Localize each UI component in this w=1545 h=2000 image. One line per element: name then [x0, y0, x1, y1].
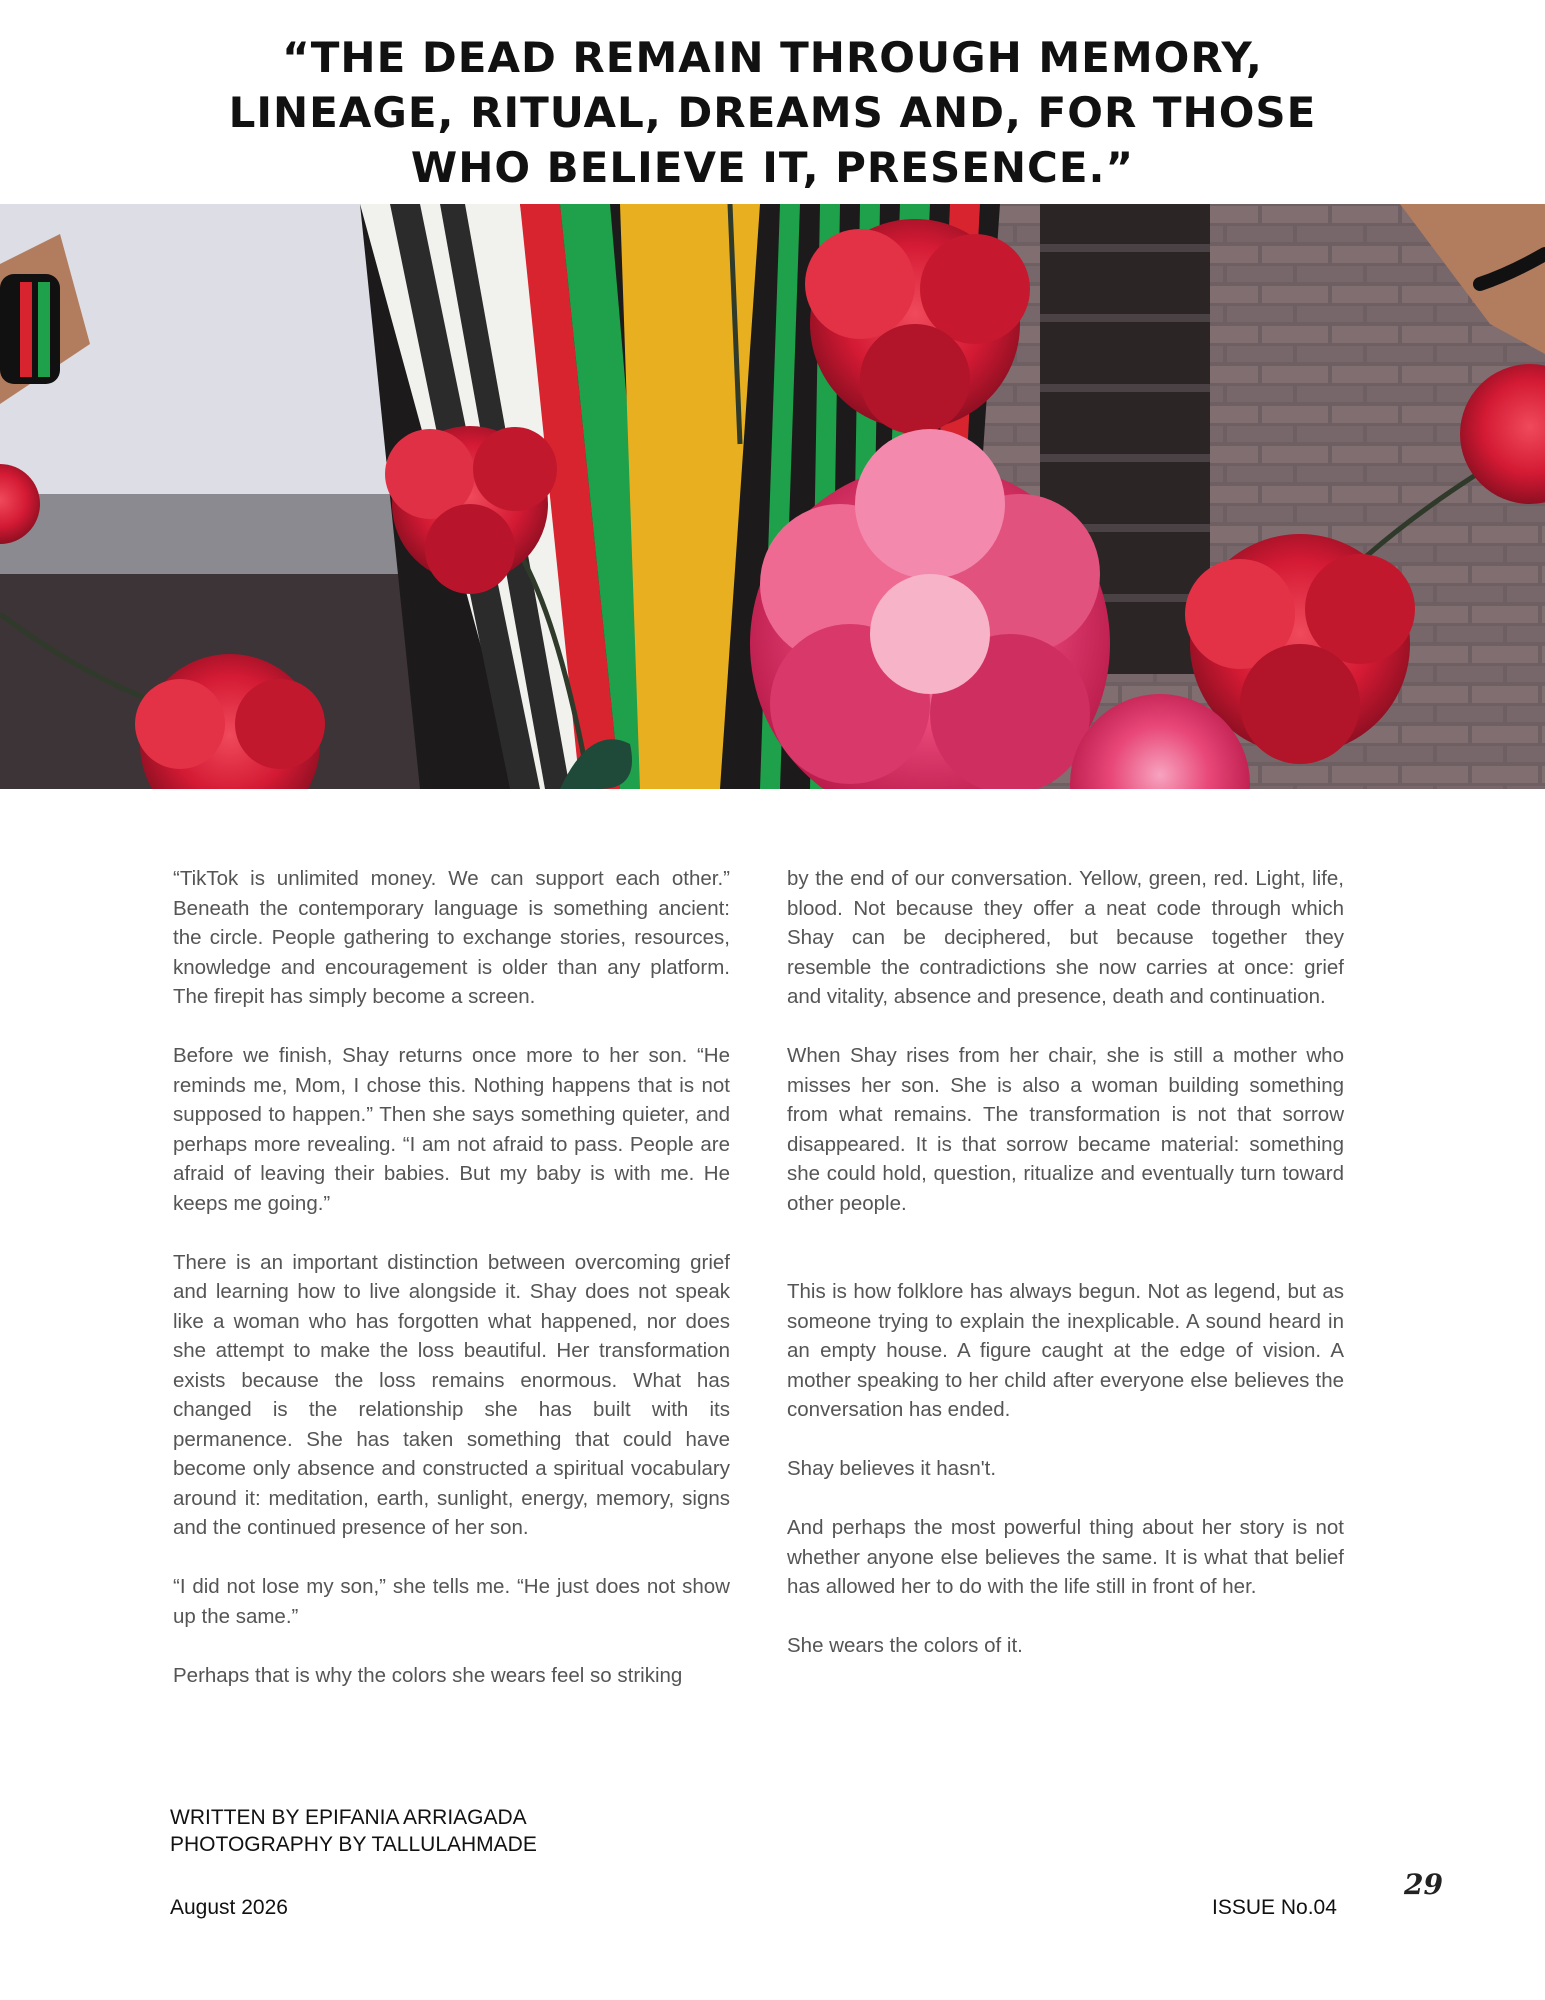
paragraph: “I did not lose my son,” she tells me. “He just does not show up the same.” — [173, 1575, 730, 1628]
photographer-credit: PHOTOGRAPHY BY TALLULAHMADE — [170, 1833, 537, 1856]
article-column-right — [787, 864, 1344, 1690]
paragraph: There is an important distinction between overcoming grief and learning how to live alongside it. Shay does not speak like a woman who has forgotten what happened, nor does she attempt to make the loss beautiful. Her transformation exists because the loss remains enormous. What has changed is the relationship she has built with its permanence. She has taken something that could have become only absence and constructed a spiritual vocabulary around it: meditation, earth, sunlight, energy, memory, signs and the continued presence of her son. — [173, 1250, 730, 1539]
paragraph: When Shay rises from her chair, she is still a mother who misses her son. She is also a woman building something from what remains. The transformation is not that sorrow disappeared. It is that sorrow became material: something she could hold, question, ritualize and eventually turn toward other people. — [787, 1044, 1344, 1215]
page-number: 29 — [1404, 1868, 1443, 1901]
paragraph: Before we finish, Shay returns once more to her son. “He reminds me, Mom, I chose this. Nothing happens that is not supposed to happen.” Then she says something quieter, and perhaps more revealing. “I am not afraid to pass. People are afraid of leaving their babies. But my baby is with me. He keeps me going.” — [173, 1044, 730, 1215]
article-credits — [170, 1804, 537, 1858]
writer-credit: WRITTEN BY EPIFANIA ARRIAGADA — [170, 1806, 527, 1829]
headline-line-2: LINEAGE, RITUAL, DREAMS AND, FOR THOSE — [228, 88, 1317, 137]
paragraph: And perhaps the most powerful thing about her story is not whether anyone else believes the same. It is what that belief has allowed her to do with the life still in front of her. — [787, 1516, 1344, 1598]
headline-line-3: WHO BELIEVE IT, PRESENCE.” — [410, 143, 1135, 192]
issue-number: ISSUE No.04 — [1212, 1896, 1337, 1919]
feature-photo — [0, 204, 1545, 789]
issue-date: August 2026 — [170, 1896, 288, 1919]
paragraph: “TikTok is unlimited money. We can support each other.” Beneath the contemporary language is something ancient: the circle. People gathering to exchange stories, resources, knowledge and encouragement is older than any platform. The firepit has simply become a screen. — [173, 867, 730, 1008]
headline-line-1: “THE DEAD REMAIN THROUGH MEMORY, — [282, 33, 1263, 82]
pull-quote-headline — [0, 30, 1545, 195]
article-column-left — [173, 864, 730, 1720]
paragraph: She wears the colors of it. — [787, 1634, 1023, 1657]
paragraph: This is how folklore has always begun. Not as legend, but as someone trying to explain the inexplicable. A sound heard in an empty house. A figure caught at the edge of vision. A mother speaking to her child after everyone else believes the conversation has ended. — [787, 1280, 1344, 1421]
paragraph: Perhaps that is why the colors she wears feel so striking — [173, 1663, 683, 1687]
photo-red-flowers-striped-dress-icon — [0, 204, 1545, 789]
paragraph: by the end of our conversation. Yellow, green, red. Light, life, blood. Not because they offer a neat code through which Shay can be deciphered, but because together they resemble the contradictions she now carries at once: grief and vitality, absence and presence, death and continuation. — [787, 867, 1344, 1008]
paragraph: Shay believes it hasn't. — [787, 1457, 997, 1480]
